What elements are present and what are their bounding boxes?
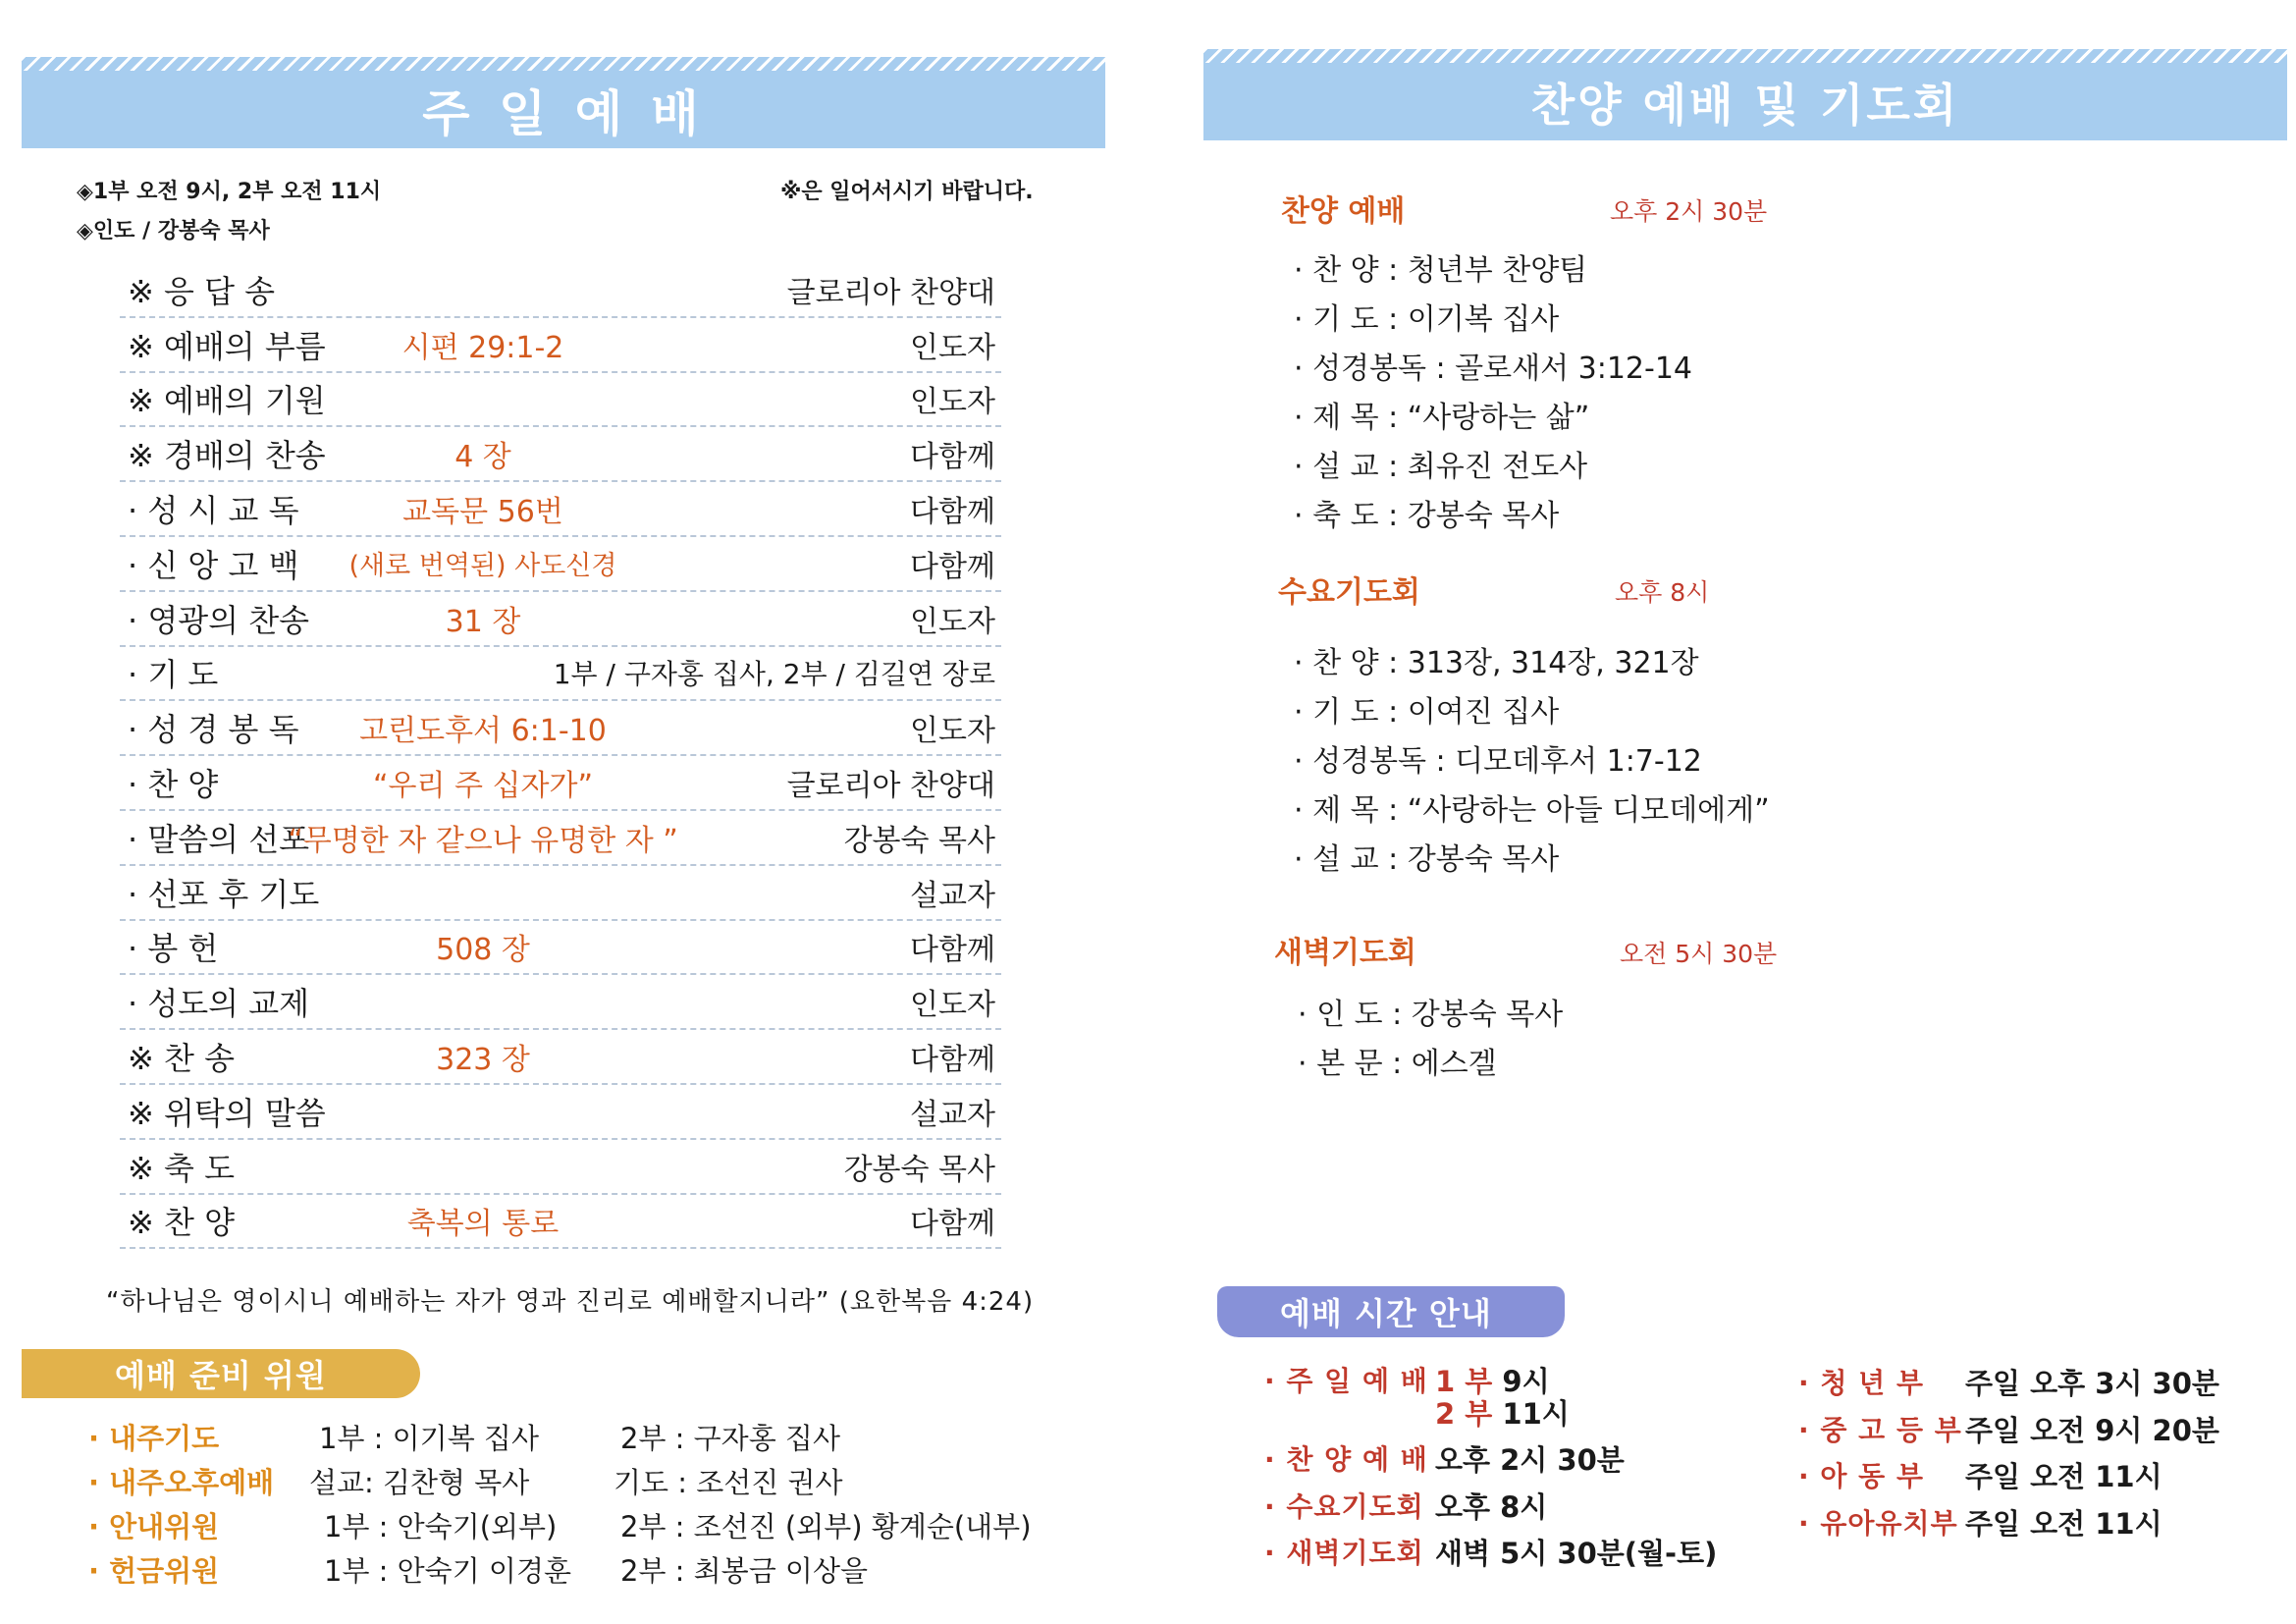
praise-line: · 기 도 : 이기복 집사 (1294, 302, 1560, 337)
prep-second: 2부 : 조선진 (외부) 황계순(내부) (620, 1510, 1032, 1543)
order-who: 강봉숙 목사 (843, 1152, 995, 1187)
dawn-prayer-time: 오전 5시 30분 (1620, 940, 1778, 968)
schedule-value: 주일 오전 9시 20분 (1965, 1414, 2219, 1447)
schedule-label: · 중 고 등 부 (1798, 1414, 1962, 1446)
order-content: 323 장 (436, 1043, 530, 1078)
order-item: ※ 위탁의 말씀 (128, 1094, 326, 1132)
order-item: ※ 찬 양 (128, 1204, 235, 1242)
order-who: 다함께 (910, 440, 995, 475)
schedule-label: · 새벽기도회 (1264, 1537, 1424, 1569)
prep-first: 설교: 김찬형 목사 (309, 1466, 530, 1499)
order-who: 강봉숙 목사 (843, 823, 995, 858)
order-row (120, 482, 1001, 537)
order-row (120, 1085, 1001, 1140)
order-row (120, 318, 1001, 373)
schedule-label: · 수요기도회 (1264, 1490, 1424, 1523)
schedule-value: 새벽 5시 30분(월-토) (1435, 1537, 1718, 1570)
order-content: 508 장 (436, 933, 530, 968)
order-content: 축복의 통로 (406, 1207, 560, 1242)
order-who: 설교자 (910, 878, 995, 913)
order-item: · 성 경 봉 독 (128, 711, 299, 749)
order-who: 다함께 (910, 495, 995, 530)
order-who: 다함께 (910, 549, 995, 584)
order-who: 인도자 (910, 604, 995, 639)
schedule-value: 주일 오후 3시 30분 (1965, 1367, 2219, 1400)
wednesday-prayer-title: 수요기도회 (1278, 575, 1420, 610)
order-row (120, 811, 1001, 866)
banner-stripe (1203, 49, 2287, 63)
order-row (120, 921, 1001, 976)
schedule-value-time: 11시 (1492, 1397, 1570, 1431)
prep-second: 기도 : 조선진 권사 (614, 1466, 843, 1499)
order-row (120, 975, 1001, 1030)
order-row (120, 1140, 1001, 1195)
order-content: 고린도후서 6:1-10 (359, 714, 607, 749)
prep-first: 1부 : 이기복 집사 (319, 1422, 539, 1455)
schedule-value: 주일 오전 11시 (1965, 1460, 2163, 1493)
stand-note: ※은 일어서시기 바랍니다. (780, 180, 1034, 204)
order-row (120, 701, 1001, 756)
order-who: 다함께 (910, 933, 995, 968)
service-times-info: ◈1부 오전 9시, 2부 오전 11시 (77, 180, 382, 204)
order-item: ※ 축 도 (128, 1149, 235, 1187)
schedule-value: 오후 8시 (1435, 1490, 1548, 1524)
prep-committee-title: 예배 준비 위원 (115, 1357, 327, 1394)
schedule-value-part: 1 부 (1435, 1365, 1493, 1398)
order-row (120, 1030, 1001, 1085)
order-row (120, 263, 1001, 318)
order-content: “우리 주 십자가” (372, 769, 594, 804)
order-row (120, 373, 1001, 428)
order-row (120, 647, 1001, 702)
sunday-service-title: 주 일 예 배 (422, 84, 705, 142)
order-who: 인도자 (910, 385, 995, 420)
order-who: 다함께 (910, 1043, 995, 1078)
sunday-service-banner (22, 57, 1105, 148)
order-who: 글로리아 찬양대 (786, 769, 995, 804)
order-item: ※ 경배의 찬송 (128, 437, 326, 475)
wednesday-line: · 성경봉독 : 디모데후서 1:7-12 (1294, 744, 1702, 779)
prep-second: 2부 : 구자홍 집사 (620, 1422, 840, 1455)
order-content: 교독문 56번 (402, 495, 563, 530)
schedule-heading (1217, 1286, 1565, 1337)
dawn-line: · 본 문 : 에스겔 (1298, 1047, 1497, 1081)
prep-label: · 내주오후예배 (88, 1466, 275, 1499)
scripture-verse: “하나님은 영이시니 예배하는 자가 영과 진리로 예배할지니라” (요한복음 4:24) (106, 1287, 1035, 1317)
order-item: · 성도의 교제 (128, 985, 310, 1023)
order-who: 인도자 (910, 714, 995, 749)
order-item: ※ 찬 송 (128, 1040, 235, 1078)
banner-stripe (22, 57, 1105, 71)
order-content: 4 장 (454, 440, 511, 475)
praise-line: · 축 도 : 강봉숙 목사 (1294, 499, 1560, 533)
order-item: · 선포 후 기도 (128, 875, 320, 913)
praise-prayer-title: 찬양 예배 및 기도회 (1530, 78, 1960, 132)
schedule-value: 오후 2시 30분 (1435, 1443, 1625, 1477)
order-item: · 기 도 (128, 656, 219, 694)
wednesday-line: · 찬 양 : 313장, 314장, 321장 (1294, 646, 1699, 680)
order-row (120, 427, 1001, 482)
schedule-value (1435, 1392, 1570, 1433)
order-item: · 영광의 찬송 (128, 601, 310, 639)
order-content: (새로 번역된) 사도신경 (348, 551, 617, 582)
schedule-value: 주일 오전 11시 (1965, 1507, 2163, 1541)
praise-line: · 설 교 : 최유진 전도사 (1294, 450, 1588, 484)
prep-first: 1부 : 안숙기(외부) (324, 1510, 558, 1543)
prep-first: 1부 : 안숙기 이경훈 (324, 1554, 571, 1588)
praise-service-title: 찬양 예배 (1281, 194, 1406, 229)
order-of-worship (120, 263, 1001, 1249)
order-row (120, 592, 1001, 647)
order-item: ※ 예배의 부름 (128, 327, 326, 365)
order-who: 다함께 (910, 1207, 995, 1242)
praise-service-time: 오후 2시 30분 (1610, 197, 1768, 226)
order-who: 글로리아 찬양대 (786, 275, 995, 310)
order-content: 시편 29:1-2 (401, 330, 564, 365)
dawn-prayer-title: 새벽기도회 (1274, 936, 1416, 970)
order-who: 설교자 (910, 1097, 995, 1132)
order-item: · 말씀의 선포 (128, 820, 310, 858)
schedule-title: 예배 시간 안내 (1280, 1295, 1492, 1332)
praise-line: · 찬 양 : 청년부 찬양팀 (1294, 253, 1588, 288)
order-row (120, 1195, 1001, 1250)
schedule-value-time: 9시 (1492, 1365, 1550, 1398)
order-item: · 성 시 교 독 (128, 492, 299, 530)
schedule-label: · 유아유치부 (1798, 1507, 1958, 1540)
praise-line: · 성경봉독 : 골로새서 3:12-14 (1294, 352, 1692, 386)
service-leader-info: ◈인도 / 강봉숙 목사 (77, 219, 270, 244)
order-who: 인도자 (910, 330, 995, 365)
order-row (120, 866, 1001, 921)
praise-prayer-banner (1203, 49, 2287, 140)
wednesday-line: · 설 교 : 강봉숙 목사 (1294, 842, 1560, 877)
order-content: “무명한 자 같으나 유명한 자 ” (288, 823, 678, 858)
schedule-label: · 아 동 부 (1798, 1460, 1925, 1492)
prep-label: · 안내위원 (88, 1510, 220, 1543)
wednesday-line: · 기 도 : 이여진 집사 (1294, 695, 1560, 730)
prep-label: · 내주기도 (88, 1422, 220, 1455)
schedule-label: · 찬 양 예 배 (1264, 1443, 1428, 1476)
schedule-label: · 청 년 부 (1798, 1367, 1925, 1399)
wednesday-prayer-time: 오후 8시 (1615, 578, 1710, 607)
dawn-line: · 인 도 : 강봉숙 목사 (1298, 998, 1564, 1032)
prep-committee-heading (22, 1349, 420, 1398)
order-item: ※ 응 답 송 (128, 272, 276, 310)
order-row (120, 537, 1001, 592)
order-item: ※ 예배의 기원 (128, 382, 326, 420)
order-row (120, 756, 1001, 811)
praise-line: · 제 목 : “사랑하는 삶” (1294, 401, 1590, 435)
wednesday-line: · 제 목 : “사랑하는 아들 디모데에게” (1294, 793, 1770, 828)
order-item: · 봉 헌 (128, 930, 219, 968)
order-who: 1부 / 구자홍 집사, 2부 / 김길연 장로 (553, 658, 995, 691)
order-item: · 찬 양 (128, 766, 219, 804)
prep-label: · 헌금위원 (88, 1554, 220, 1588)
schedule-label: · 주 일 예 배 (1264, 1365, 1428, 1397)
order-content: 31 장 (445, 604, 521, 639)
order-who: 인도자 (910, 988, 995, 1023)
schedule-value-part: 2 부 (1435, 1397, 1493, 1431)
order-item: · 신 앙 고 백 (128, 546, 299, 584)
prep-second: 2부 : 최봉금 이상을 (620, 1554, 868, 1588)
